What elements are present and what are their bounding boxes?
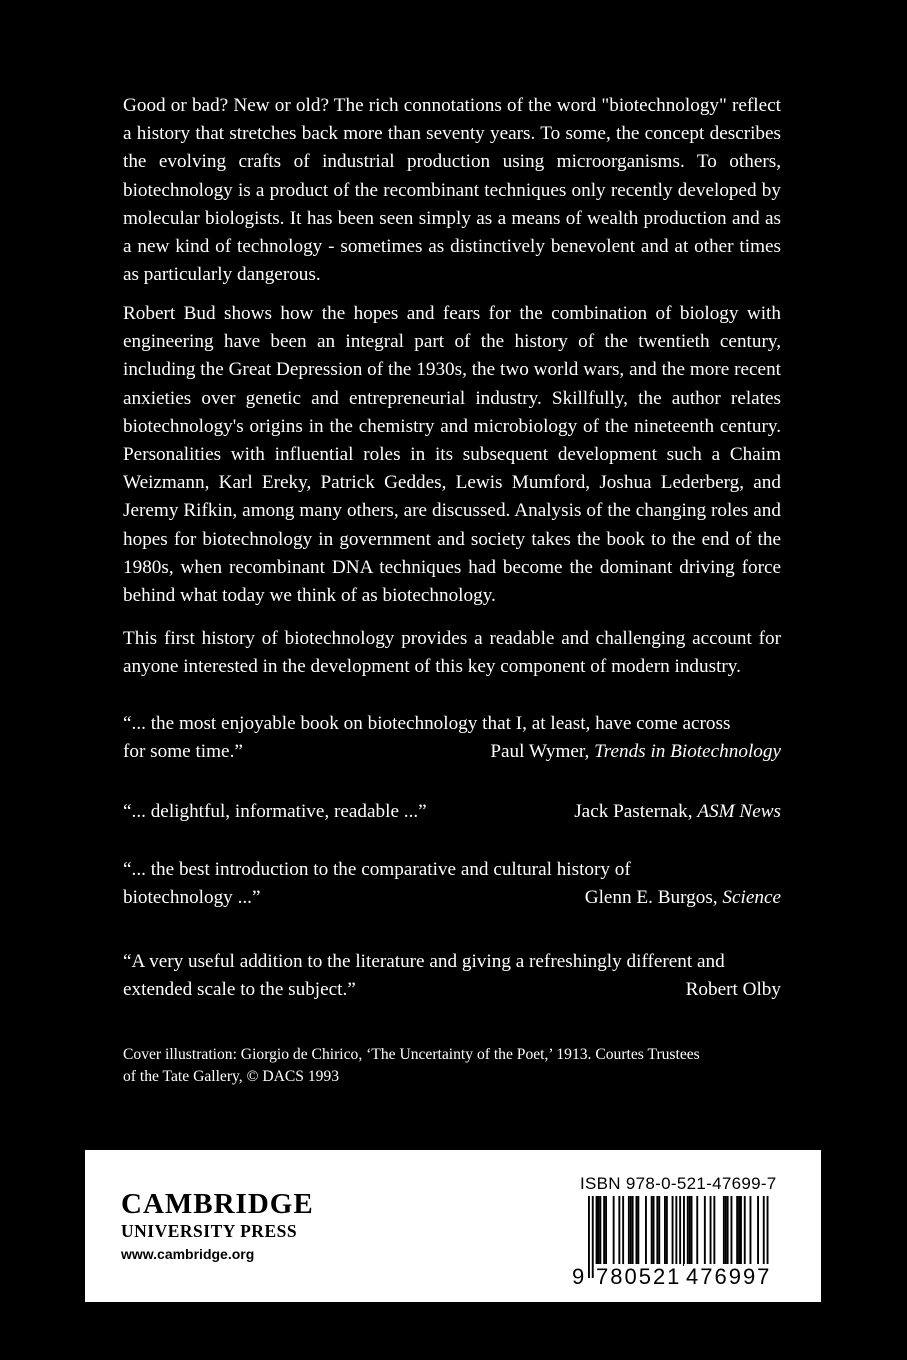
review-quote-text-line1: “A very useful addition to the literature and giving a refreshingly different and bbox=[123, 951, 725, 972]
review-quote-text-line2: for some time.” bbox=[123, 741, 243, 763]
barcode-bar bbox=[636, 1196, 638, 1266]
barcode-bar bbox=[710, 1196, 712, 1266]
barcode-bar bbox=[618, 1196, 620, 1266]
credit-line-2: of the Tate Gallery, © DACS 1993 bbox=[123, 1068, 340, 1085]
review-quote-text-line2: biotechnology ...” bbox=[123, 887, 261, 909]
barcode-digit-first: 9 bbox=[572, 1264, 586, 1289]
barcode-bar bbox=[658, 1196, 660, 1266]
barcode-bar bbox=[683, 1196, 685, 1266]
barcode-bar bbox=[723, 1196, 725, 1266]
barcode-bar bbox=[651, 1196, 653, 1266]
barcode-bar bbox=[599, 1196, 601, 1266]
cover-illustration-credit bbox=[123, 1044, 773, 1088]
blurb-paragraph-2 bbox=[123, 300, 781, 610]
review-author: Paul Wymer, bbox=[490, 741, 595, 763]
isbn-label: ISBN 978-0-521-47699-7 bbox=[580, 1174, 777, 1193]
barcode-bar bbox=[605, 1196, 607, 1266]
publisher-url: www.cambridge.org bbox=[121, 1246, 255, 1262]
barcode-bar bbox=[666, 1196, 668, 1266]
publisher-name: CAMBRIDGE bbox=[121, 1188, 314, 1220]
barcode-bar bbox=[630, 1196, 632, 1266]
blurb-paragraph-2-text: Robert Bud shows how the hopes and fears for the combination of biology with engineering have been an integral part of the history of the twentieth century, including the Great Depression of the 1930s, the two world wars, and the more recent anxieties over genetic and entrepreneurial industry. Skillfully, the author relates biotechnology's origins in the chemistry and microbiology of the nineteenth century. Personalities with influential roles in its subsequent development such a Chaim Weizmann, Karl Ereky, Patrick Geddes, Lewis Mumford, Joshua Lederberg, and Jeremy Rifkin, among many others, are discussed. Analysis of the changing roles and hopes for biotechnology in government and society takes the book to the end of the 1980s, when recombinant DNA techniques had become the dominant driving force behind what today we think of as biotechnology. bbox=[123, 303, 781, 607]
publisher-footer bbox=[85, 1150, 821, 1302]
barcode-bar bbox=[603, 1196, 605, 1266]
isbn-barcode bbox=[570, 1196, 782, 1288]
barcode-bar bbox=[637, 1196, 639, 1266]
review-quote-text-line1: “... the most enjoyable book on biotechnology that I, at least, have come across bbox=[123, 713, 731, 734]
barcode-bar bbox=[736, 1196, 738, 1266]
barcode-bar bbox=[691, 1196, 693, 1266]
publisher-subname: UNIVERSITY PRESS bbox=[121, 1221, 298, 1241]
isbn-block bbox=[570, 1174, 782, 1288]
barcode-bar bbox=[664, 1196, 666, 1266]
barcode-bar bbox=[628, 1196, 630, 1266]
review-attribution bbox=[585, 884, 781, 912]
barcode-bar bbox=[596, 1196, 598, 1266]
review-quote-4 bbox=[123, 948, 781, 1004]
review-quote-1 bbox=[123, 710, 781, 766]
barcode-bar bbox=[731, 1196, 733, 1266]
blurb-paragraph-1-text: Good or bad? New or old? The rich connotations of the word "biotechnology" reflect a history that stretches back more than seventy years. To some, the concept describes the evolving crafts of industrial production using microorganisms. To others, biotechnology is a product of the recombinant techniques only recently developed by molecular biologists. It has been seen simply as a means of wealth production and as a new kind of technology - sometimes as distinctively benevolent and at other times as particularly dangerous. bbox=[123, 95, 781, 286]
barcode-bar bbox=[740, 1196, 742, 1266]
review-source: ASM News bbox=[697, 801, 781, 822]
barcode-bar bbox=[613, 1196, 615, 1266]
barcode-bar bbox=[713, 1196, 715, 1266]
barcode-bar bbox=[656, 1196, 658, 1266]
barcode-bar bbox=[672, 1196, 674, 1266]
review-quote-2 bbox=[123, 798, 781, 826]
barcode-bar bbox=[622, 1196, 624, 1266]
review-attribution bbox=[686, 976, 781, 1004]
review-quote-3 bbox=[123, 856, 781, 912]
barcode-digits-left: 780521 bbox=[596, 1264, 682, 1289]
barcode-bar bbox=[645, 1196, 647, 1266]
review-quote-text: “... delightful, informative, readable ...” bbox=[123, 801, 427, 822]
barcode-bar bbox=[653, 1196, 655, 1266]
barcode-bar bbox=[727, 1196, 729, 1266]
barcode-bar bbox=[598, 1196, 600, 1266]
credit-line-1: Cover illustration: Giorgio de Chirico, ‘The Uncertainty of the Poet,’ 1913. Courtes Trustees bbox=[123, 1046, 700, 1063]
barcode-bar bbox=[588, 1196, 590, 1278]
review-attribution bbox=[490, 738, 781, 766]
barcode-bar bbox=[696, 1196, 698, 1266]
publisher-logo bbox=[121, 1188, 314, 1262]
barcode-bar bbox=[687, 1196, 689, 1266]
barcode-bar bbox=[704, 1196, 706, 1266]
review-source: Trends in Biotechnology bbox=[594, 741, 781, 763]
barcode-bar bbox=[757, 1196, 759, 1266]
blurb-paragraph-1 bbox=[123, 92, 781, 289]
barcode-bar bbox=[750, 1196, 752, 1266]
barcode-bar bbox=[725, 1196, 727, 1266]
barcode-bar bbox=[744, 1196, 746, 1266]
barcode-bar bbox=[689, 1196, 691, 1266]
barcode-bar bbox=[738, 1196, 740, 1266]
review-author: Jack Pasternak, bbox=[574, 801, 698, 822]
review-quote-text-line1: “... the best introduction to the comparative and cultural history of bbox=[123, 859, 631, 880]
blurb-paragraph-3 bbox=[123, 625, 781, 681]
barcode-bar bbox=[632, 1196, 634, 1266]
review-author: Robert Olby bbox=[685, 979, 781, 1001]
review-author: Glenn E. Burgos, bbox=[584, 887, 723, 909]
barcode-digits-right: 476997 bbox=[686, 1264, 772, 1289]
review-source: Science bbox=[722, 887, 781, 909]
blurb-paragraph-3-text: This first history of biotechnology provides a readable and challenging account for anyone interested in the development of this key component of modern industry. bbox=[123, 628, 781, 678]
review-attribution bbox=[574, 798, 781, 826]
review-quote-text-line2: extended scale to the subject.” bbox=[123, 979, 356, 1001]
